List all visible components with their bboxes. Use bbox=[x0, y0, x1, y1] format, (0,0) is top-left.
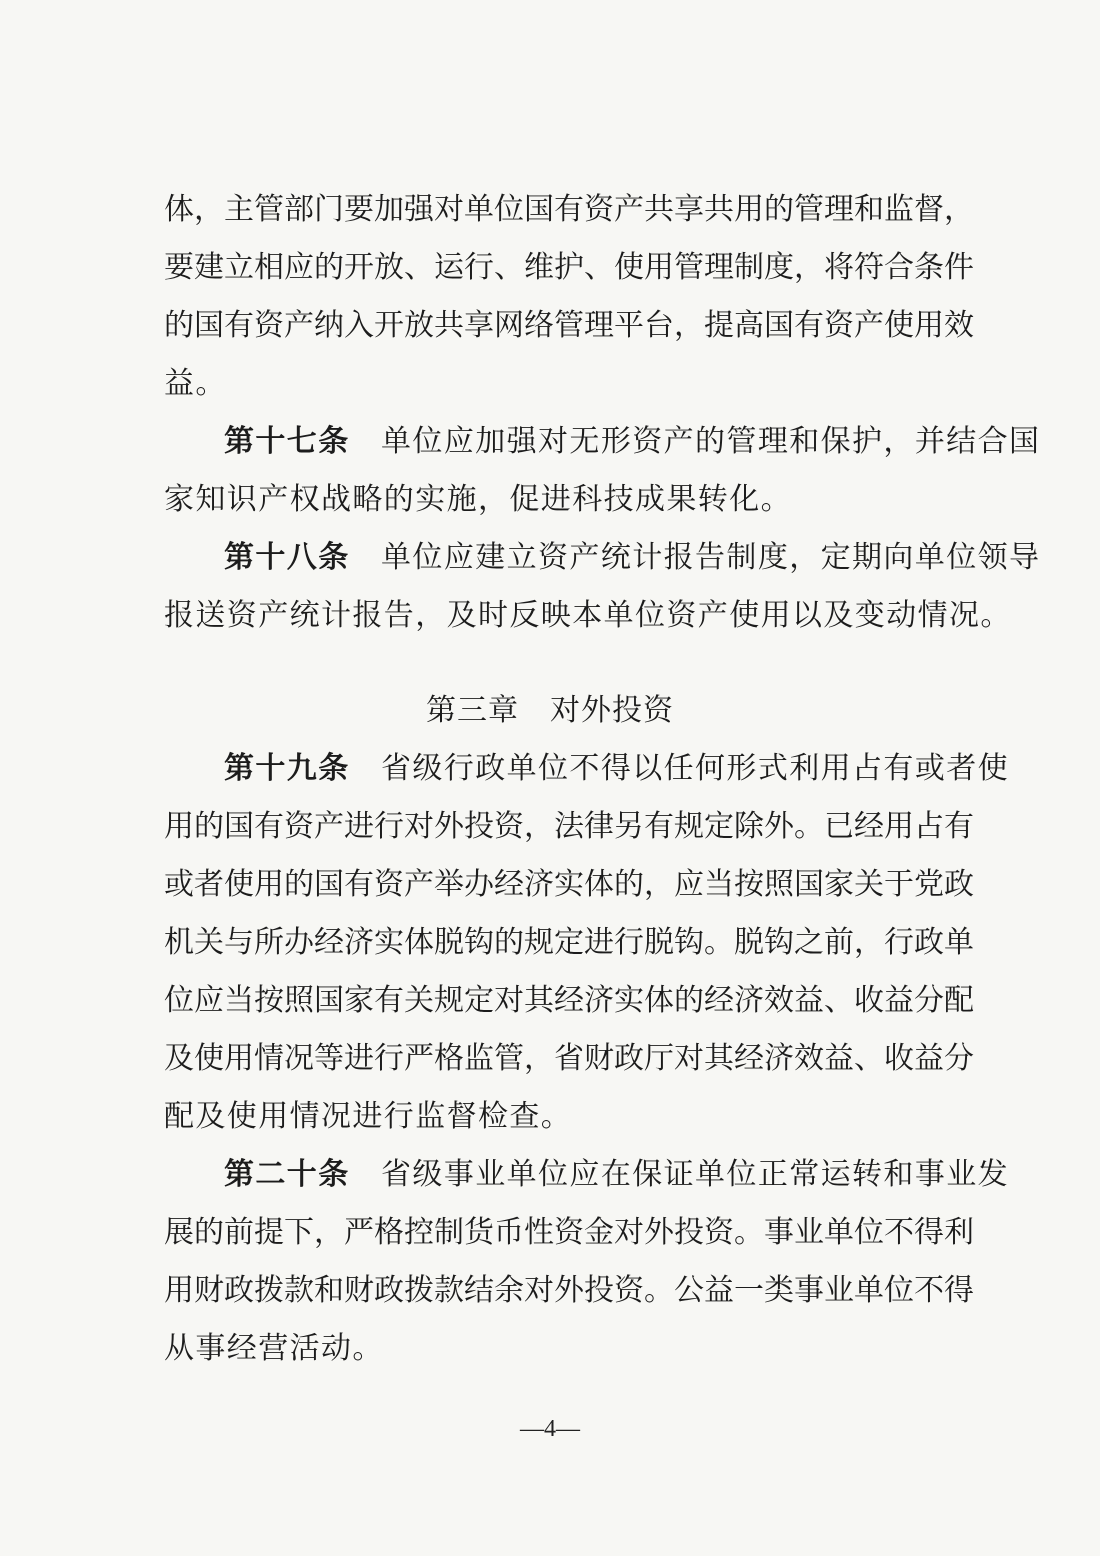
article-19-first-line bbox=[224, 749, 1010, 789]
text-line: 益。 bbox=[164, 366, 227, 401]
text-line: 及使用情况等进行严格监管，省财政厅对其经济效益、收益分 bbox=[164, 1041, 974, 1076]
article-18-first-line bbox=[224, 538, 1041, 578]
article-20-text: 省级事业单位应在保证单位正常运转和事业发 bbox=[381, 1157, 1010, 1192]
chapter-heading bbox=[0, 691, 1100, 731]
article-18-label: 第十八条 bbox=[224, 540, 350, 575]
text-line: 报送资产统计报告，及时反映本单位资产使用以及变动情况。 bbox=[164, 598, 1012, 633]
text-line: 用财政拨款和财政拨款结余对外投资。公益一类事业单位不得 bbox=[164, 1273, 974, 1308]
article-19-label: 第十九条 bbox=[224, 751, 350, 786]
chapter-label: 第三章 bbox=[426, 693, 519, 728]
article-18-text: 单位应建立资产统计报告制度，定期向单位领导 bbox=[381, 540, 1041, 575]
text-line: 展的前提下，严格控制货币性资金对外投资。事业单位不得利 bbox=[164, 1215, 974, 1250]
page-number: —4— bbox=[520, 1416, 580, 1442]
text-line: 要建立相应的开放、运行、维护、使用管理制度，将符合条件 bbox=[164, 250, 974, 285]
article-20-label: 第二十条 bbox=[224, 1157, 350, 1192]
text-line: 机关与所办经济实体脱钩的规定进行脱钩。脱钩之前，行政单 bbox=[164, 925, 974, 960]
text-line: 体，主管部门要加强对单位国有资产共享共用的管理和监督， bbox=[164, 192, 974, 227]
text-line: 或者使用的国有资产举办经济实体的，应当按照国家关于党政 bbox=[164, 867, 974, 902]
text-line: 位应当按照国家有关规定对其经济实体的经济效益、收益分配 bbox=[164, 983, 974, 1018]
article-17-first-line bbox=[224, 422, 1041, 462]
text-line: 配及使用情况进行监督检查。 bbox=[164, 1099, 573, 1134]
article-17-text: 单位应加强对无形资产的管理和保护，并结合国 bbox=[381, 424, 1041, 459]
text-line: 从事经营活动。 bbox=[164, 1331, 384, 1366]
article-20-first-line bbox=[224, 1155, 1010, 1195]
text-line: 家知识产权战略的实施，促进科技成果转化。 bbox=[164, 482, 792, 517]
text-line: 用的国有资产进行对外投资，法律另有规定除外。已经用占有 bbox=[164, 809, 974, 844]
article-19-text: 省级行政单位不得以任何形式利用占有或者使 bbox=[381, 751, 1010, 786]
article-17-label: 第十七条 bbox=[224, 424, 350, 459]
chapter-title: 对外投资 bbox=[550, 693, 674, 728]
text-line: 的国有资产纳入开放共享网络管理平台，提高国有资产使用效 bbox=[164, 308, 974, 343]
